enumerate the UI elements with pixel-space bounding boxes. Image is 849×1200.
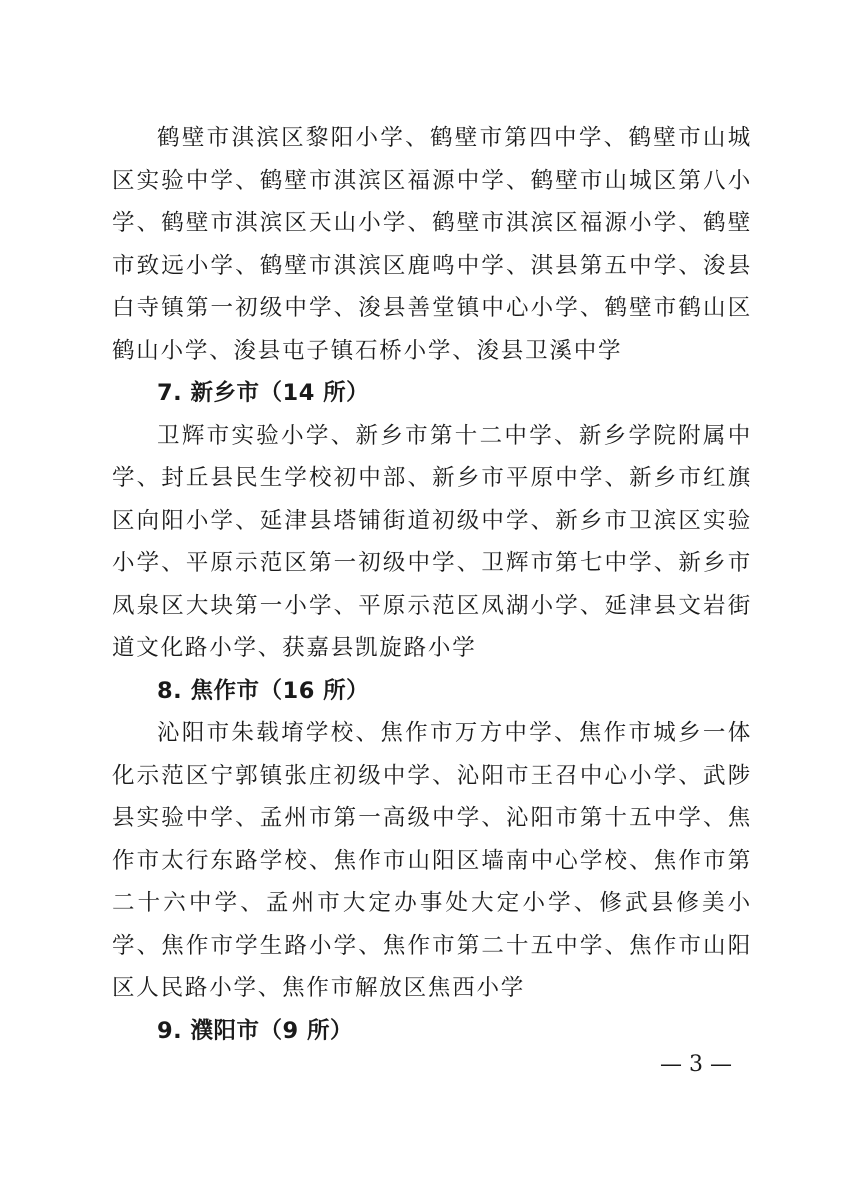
- section-heading-jiaozuo: 8. 焦作市（16 所）: [157, 677, 370, 704]
- hebi-school-list: 鹤壁市淇滨区黎阳小学、鹤壁市第四中学、鹤壁市山城区实验中学、鹤壁市淇滨区福源中学、鹤壁市山城区第八小学、鹤壁市淇滨区天山小学、鹤壁市淇滨区福源小学、鹤壁市致远小学、鹤壁市淇滨区鹿鸣中学、淇县第五中学、浚县白寺镇第一初级中学、浚县善堂镇中心小学、鹤壁市鹤山区鹤山小学、浚县屯子镇石桥小学、浚县卫溪中学: [112, 125, 752, 364]
- page-number: — 3 —: [660, 1052, 732, 1077]
- document-body: [112, 117, 752, 1052]
- section-heading-xinxiang: 7. 新乡市（14 所）: [157, 380, 370, 406]
- section-heading-puyang: 9. 濮阳市（9 所）: [157, 1017, 354, 1044]
- jiaozuo-school-list: 沁阳市朱载堉学校、焦作市万方中学、焦作市城乡一体化示范区宁郭镇张庄初级中学、沁阳市王召中心小学、武陟县实验中学、孟州市第一高级中学、沁阳市第十五中学、焦作市太行东路学校、焦作市山阳区墙南中心学校、焦作市第二十六中学、孟州市大定办事处大定小学、修武县修美小学、焦作市学生路小学、焦作市第二十五中学、焦作市山阳区人民路小学、焦作市解放区焦西小学: [112, 720, 752, 1001]
- xinxiang-school-list: 卫辉市实验小学、新乡市第十二中学、新乡学院附属中学、封丘县民生学校初中部、新乡市平原中学、新乡市红旗区向阳小学、延津县塔铺街道初级中学、新乡市卫滨区实验小学、平原示范区第一初级中学、卫辉市第七中学、新乡市凤泉区大块第一小学、平原示范区凤湖小学、延津县文岩街道文化路小学、获嘉县凯旋路小学: [112, 422, 752, 661]
